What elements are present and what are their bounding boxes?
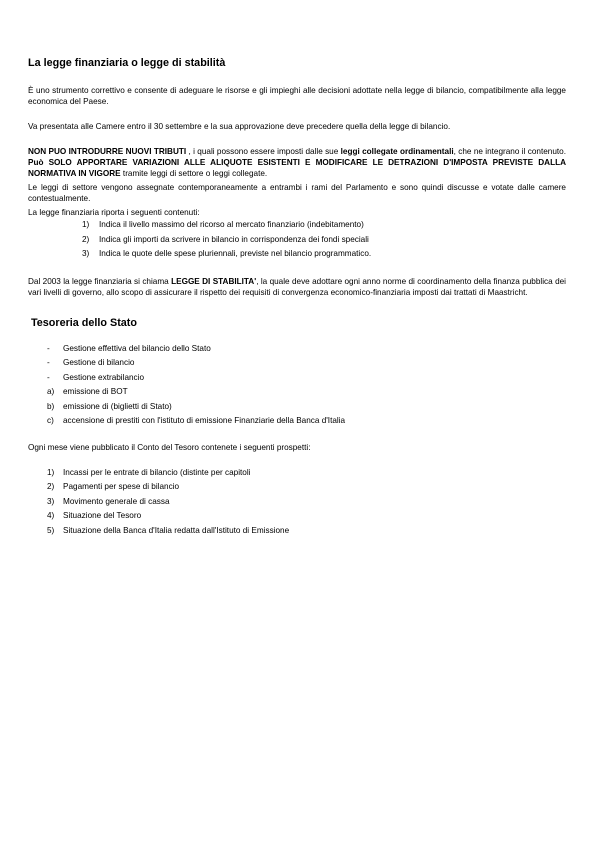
list-marker: 4) [47,511,55,520]
list-marker: 5) [47,525,55,535]
list-item-text: accensione di prestiti con l'istituto di emissione Finanziarie della Banca d'Italia [63,416,346,425]
text-span: , la quale deve adottare ogni anno norme di coordinamento della finanza pubblica dei vari livelli di governo, allo scopo di assicurare il rispetto dei requisiti di convergenza economico-finanziaria imposti dai trattati di Maastricht. [28,276,566,297]
list-item-text: Indica le quote delle spese pluriennali, previste nel bilancio programmatico. [99,249,372,258]
text-span: Dal 2003 la legge finanziaria si chiama [28,276,172,286]
list-marker: 3) [82,249,90,258]
paragraph-legge-di-stabilita [28,276,566,298]
list-item-text: Situazione della Banca d'Italia redatta dall'Istituto di Emissione [63,525,290,535]
list-marker: 1) [47,467,55,477]
bold-leggi-collegate: leggi collegate ordinamentali [340,147,454,156]
text-span: , che ne integrano il contenuto. [453,147,566,156]
list-item-text: emissione di BOT [63,387,128,396]
list-item [28,247,566,262]
list-item-text: Incassi per le entrate di bilancio (distinte per capitoli [63,467,251,477]
list-item [28,356,566,371]
paragraph-contenuti-intro: La legge finanziaria riporta i seguenti contenuti: [28,208,200,217]
document-content [28,57,566,538]
list-item-text: emissione di (biglietti di Stato) [63,401,172,411]
contenuti-list [28,218,566,262]
list-marker: - [47,358,50,367]
list-item [28,218,566,233]
list-item [28,385,566,400]
list-item [28,414,566,429]
list-marker: b) [47,401,55,411]
list-marker: - [47,343,50,353]
paragraph-leggi-di-settore: Le leggi di settore vengono assegnate contemporaneamente a entrambi i rami del Parlamento e sono quindi discusse e votate dalle camere contestualmente. [28,183,566,203]
paragraph-strumento-correttivo: È uno strumento correttivo e consente di adeguare le risorse e gli impieghi alle decisioni adottate nella legge di bilancio, compatibilmente alla legge economica del Paese. [28,86,566,106]
list-item [28,233,566,248]
prospetti-list [28,466,566,539]
list-marker: 2) [47,482,55,491]
text-span: , i quali possono essere imposti dalle sue [186,147,341,156]
emissione-list [28,385,566,429]
paragraph-conto-del-tesoro: Ogni mese viene pubblicato il Conto del Tesoro contenete i seguenti prospetti: [28,442,311,452]
list-marker: 3) [47,496,55,506]
bold-variazioni-aliquote: Può SOLO APPORTARE VARIAZIONI ALLE ALIQUOTE ESISTENTI E MODIFICARE LE DETRAZIONI D'IMPOSTA PREVISTE DALLA NORMATIVA IN VIGORE [28,158,566,178]
list-item-text: Indica il livello massimo del ricorso al mercato finanziario (indebitamento) [99,220,364,229]
list-marker: 1) [82,220,90,229]
list-item [28,342,566,357]
list-item [28,400,566,415]
list-item [28,524,566,539]
list-item [28,509,566,524]
list-item [28,495,566,510]
list-item-text: Movimento generale di cassa [63,496,170,506]
list-item-text: Situazione del Tesoro [63,511,142,520]
list-item-text: Gestione effettiva del bilancio dello Stato [63,343,211,353]
paragraph-nuovi-tributi [28,146,566,179]
bold-no-nuovi-tributi: NON PUO INTRODURRE NUOVI TRIBUTI [28,147,187,156]
bold-legge-di-stabilita: LEGGE DI STABILITA' [171,276,257,286]
list-item-text: Indica gli importi da scrivere in bilancio in corrispondenza dei fondi speciali [99,234,369,244]
list-item [28,480,566,495]
list-item [28,371,566,386]
list-marker: - [47,372,50,382]
gestione-list [28,342,566,386]
list-item-text: Pagamenti per spese di bilancio [63,482,180,491]
list-item-text: Gestione extrabilancio [63,372,145,382]
list-marker: 2) [82,234,90,244]
paragraph-presentazione-camere: Va presentata alle Camere entro il 30 settembre e la sua approvazione deve precedere quella della legge di bilancio. [28,122,451,131]
list-marker: c) [47,416,54,425]
list-item-text: Gestione di bilancio [63,358,135,367]
section-title-legge-finanziaria: La legge finanziaria o legge di stabilità [28,57,226,69]
list-item [28,466,566,481]
list-marker: a) [47,387,55,396]
text-span: tramite leggi di settore o leggi collegate. [120,169,268,178]
section-title-tesoreria: Tesoreria dello Stato [31,316,137,329]
